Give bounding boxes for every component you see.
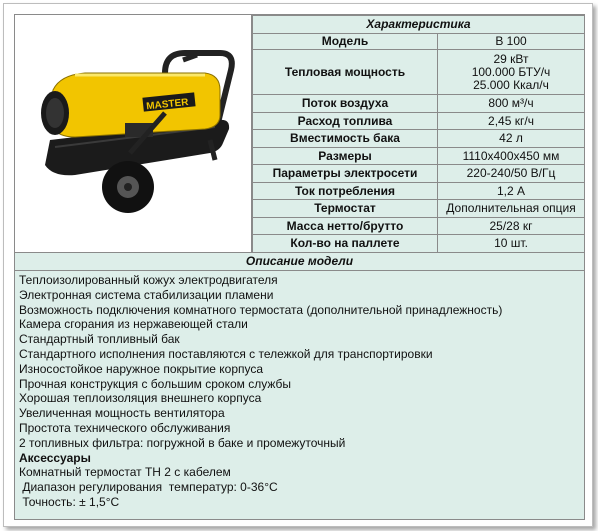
spec-value-airflow: 800 м³/ч bbox=[438, 95, 585, 113]
spec-value-heat-kcal: 25.000 Ккал/ч bbox=[473, 77, 549, 92]
description-header: Описание модели bbox=[15, 253, 584, 271]
spec-label-pallet-qty: Кол-во на паллете bbox=[253, 235, 438, 253]
spec-label-airflow: Поток воздуха bbox=[253, 95, 438, 113]
spec-sheet-frame bbox=[3, 3, 593, 527]
description-line: Стандартного исполнения поставляются с тележкой для транспортировки bbox=[19, 346, 433, 361]
description-line: Простота технического обслуживания bbox=[19, 420, 231, 435]
spec-value-current: 1,2 А bbox=[438, 182, 585, 200]
spec-label-power-supply: Параметры электросети bbox=[253, 165, 438, 183]
description-line: Камера сгорания из нержавеющей стали bbox=[19, 317, 248, 332]
spec-value-pallet-qty: 10 шт. bbox=[438, 235, 585, 253]
description-line: Прочная конструкция с большим сроком службы bbox=[19, 376, 292, 391]
spec-label-thermostat: Термостат bbox=[253, 200, 438, 218]
specifications-table bbox=[252, 15, 585, 253]
spec-value-model: В 100 bbox=[438, 33, 585, 49]
accessory-line: Диапазон регулирования температур: 0-36°С bbox=[19, 480, 278, 495]
product-photo-heater bbox=[15, 15, 251, 252]
description-line: Теплоизолированный кожух электродвигателя bbox=[19, 273, 278, 287]
spec-value-heat-kw: 29 кВт bbox=[493, 51, 529, 66]
spec-label-tank-capacity: Вместимость бака bbox=[253, 130, 438, 148]
product-photo-cell bbox=[15, 15, 252, 253]
spec-value-power-supply: 220-240/50 В/Гц bbox=[438, 165, 585, 183]
spec-value-dimensions: 1110х400х450 мм bbox=[438, 147, 585, 165]
description-line: Электронная система стабилизации пламени bbox=[19, 287, 274, 302]
spec-label-dimensions: Размеры bbox=[253, 147, 438, 165]
description-line: Износостойкое наружное покрытие корпуса bbox=[19, 361, 264, 376]
description-line: Стандартный топливный бак bbox=[19, 332, 180, 347]
spec-value-thermostat: Дополнительная опция bbox=[438, 200, 585, 218]
specs-header: Характеристика bbox=[253, 16, 585, 34]
spec-label-current: Ток потребления bbox=[253, 182, 438, 200]
spec-label-heat-output: Тепловая мощность bbox=[253, 50, 438, 95]
accessory-line: Точность: ± 1,5°С bbox=[19, 494, 120, 509]
description-line: Хорошая теплоизоляция внешнего корпуса bbox=[19, 391, 262, 406]
spec-label-model: Модель bbox=[253, 33, 438, 49]
spec-value-heat-btu: 100.000 БТУ/ч bbox=[471, 64, 551, 79]
description-line: Возможность подключения комнатного термостата (дополнительной принадлежность) bbox=[19, 302, 503, 317]
accessories-title: Аксессуары bbox=[19, 450, 91, 465]
description-body bbox=[19, 273, 581, 510]
product-brand-label: MASTER bbox=[145, 97, 189, 113]
spec-value-fuel-consumption: 2,45 кг/ч bbox=[438, 112, 585, 130]
description-line: Увеличенная мощность вентилятора bbox=[19, 406, 225, 421]
accessory-line: Комнатный термостат ТН 2 с кабелем bbox=[19, 465, 231, 480]
spec-label-weight: Масса нетто/брутто bbox=[253, 217, 438, 235]
spec-label-fuel-consumption: Расход топлива bbox=[253, 112, 438, 130]
spec-value-heat-output bbox=[438, 50, 585, 95]
spec-sheet-grid bbox=[14, 14, 585, 520]
description-line: 2 топливных фильтра: погружной в баке и промежуточный bbox=[19, 435, 346, 450]
spec-value-tank-capacity: 42 л bbox=[438, 130, 585, 148]
spec-value-weight: 25/28 кг bbox=[438, 217, 585, 235]
